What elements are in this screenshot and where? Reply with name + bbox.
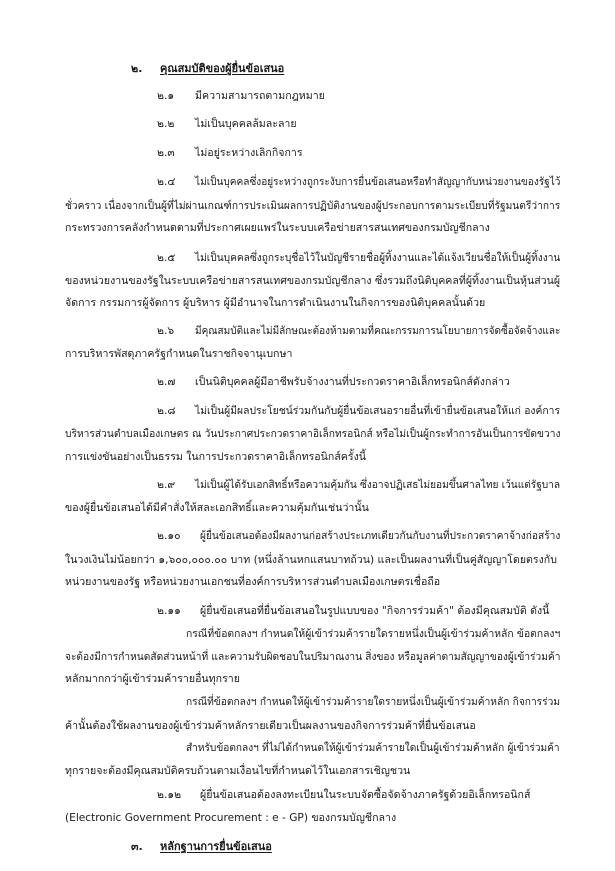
item-text: ของหน่วยงานของรัฐในระบบเครือข่ายสารสนเทศของกรมบัญชีกลาง ซึ่งรวมถึงนิติบุคคลที่ผู้ทิ้งงานเป็นหุ้นส่วนผู้ — [65, 275, 561, 288]
item-text: บริหารส่วนตำบลเมืองเกษตร ณ วันประกาศประกวดราคาอิเล็กทรอนิกส์ หรือไม่เป็นผู้กระทำการอันเป็นการขัดขวาง — [65, 428, 561, 441]
item-text: (Electronic Government Procurement : e - GP) ของกรมบัญชีกลาง — [65, 811, 397, 824]
item-text: ไม่เป็นบุคคลซึ่งอยู่ระหว่างถูกระงับการยื่นข้อเสนอหรือทำสัญญากับหน่วยงานของรัฐไว้ — [195, 175, 561, 188]
item-text: กระทรวงการคลังกำหนดตามที่ประกาศเผยแพร่ในระบบเครือข่ายสารสนเทศของกรมบัญชีกลาง — [65, 222, 490, 235]
item-text: หน่วยงานของรัฐ หรือหน่วยงานเอกชนที่องค์การบริหารส่วนตำบลเมืองเกษตรเชื่อถือ — [65, 575, 441, 588]
item-number: ๒.๕ — [157, 251, 176, 264]
item-text: การแข่งขันอย่างเป็นธรรม ในการประกวดราคาอิเล็กทรอนิกส์ครั้งนี้ — [65, 451, 366, 464]
item-number: ๒.๑๑ — [157, 605, 181, 618]
item-text: มีความสามารถตามกฎหมาย — [195, 90, 325, 103]
item-text: ในวงเงินไม่น้อยกว่า ๑,๖๐๐,๐๐๐.๐๐ บาท (หนึ่งล้านหกแสนบาทถ้วน) และเป็นผลงานที่เป็นคู่สัญญาโดยตรงกับ — [65, 554, 557, 567]
item-text: ไม่เป็นบุคคลซึ่งถูกระบุชื่อไว้ในบัญชีรายชื่อผู้ทิ้งงานและได้แจ้งเวียนชื่อให้เป็นผู้ทิ้งงาน — [195, 251, 561, 264]
item-text: การบริหารพัสดุภาครัฐกำหนดในราชกิจจานุเบกษา — [65, 348, 293, 361]
item-number: ๒.๙ — [157, 479, 176, 492]
item-text: ทุกรายจะต้องมีคุณสมบัติครบถ้วนตามเงื่อนไขที่กำหนดไว้ในเอกสารเชิญชวน — [65, 764, 411, 777]
section-3-number: ๓. — [131, 840, 143, 854]
item-number: ๒.๘ — [157, 404, 176, 417]
item-number: ๒.๖ — [157, 325, 175, 338]
item-text: มีคุณสมบัติและไม่มีลักษณะต้องห้ามตามที่คณะกรรมการนโยบายการจัดซื้อจัดจ้างและ — [195, 325, 561, 338]
item-number: ๒.๓ — [157, 146, 175, 159]
item-text: ไม่เป็นผู้มีผลประโยชน์ร่วมกันกับผู้ยื่นข้อเสนอรายอื่นที่เข้ายื่นข้อเสนอให้แก่ องค์การ — [195, 404, 561, 417]
item-text: ผู้ยื่นข้อเสนอต้องมีผลงานก่อสร้างประเภทเดียวกันกับงานที่ประกวดราคาจ้างก่อสร้าง — [200, 530, 561, 543]
section-2-number: ๒. — [131, 62, 143, 75]
item-number: ๒.๑๐ — [157, 530, 181, 543]
item-text: สำหรับข้อตกลงฯ ที่ไม่ได้กำหนดให้ผู้เข้าร่วมค้ารายใดเป็นผู้เข้าร่วมค้าหลัก ผู้เข้าร่วมค้า — [186, 741, 560, 754]
item-text: หลักมากกว่าผู้เข้าร่วมค้ารายอื่นทุกราย — [65, 673, 240, 686]
item-text: ของผู้ยื่นข้อเสนอได้มีคำสั่งให้สละเอกสิทธิ์และความคุ้มกันเช่นว่านั้น — [65, 502, 369, 515]
item-text: จะต้องมีการกำหนดสัดส่วนหน้าที่ และความรับผิดชอบในปริมาณงาน สิ่งของ หรือมูลค่าตามสัญญาของผู้เข้าร่วมค้า — [65, 650, 561, 663]
item-number: ๒.๑ — [157, 90, 175, 103]
item-text: เป็นนิติบุคคลผู้มีอาชีพรับจ้างงานที่ประกวดราคาอิเล็กทรอนิกส์ดังกล่าว — [195, 376, 510, 389]
section-3-title: หลักฐานการยื่นข้อเสนอ — [160, 840, 272, 854]
item-number: ๒.๒ — [157, 118, 175, 131]
item-text: กรณีที่ข้อตกลงฯ กำหนดให้ผู้เข้าร่วมค้ารายใดรายหนึ่งเป็นผู้เข้าร่วมค้าหลัก กิจการร่วม — [186, 696, 561, 709]
item-text: ไม่อยู่ระหว่างเลิกกิจการ — [195, 146, 303, 159]
item-text: ไม่เป็นบุคคลล้มละลาย — [195, 118, 297, 131]
item-text: ชั่วคราว เนื่องจากเป็นผู้ที่ไม่ผ่านเกณฑ์การประเมินผลการปฏิบัติงานของผู้ประกอบการตามระเบียบที่รัฐมนตรีว่าการ — [65, 199, 561, 212]
item-number: ๒.๔ — [157, 175, 176, 188]
item-text: กรณีที่ข้อตกลงฯ กำหนดให้ผู้เข้าร่วมค้ารายใดรายหนึ่งเป็นผู้เข้าร่วมค้าหลัก ข้อตกลงฯ — [186, 627, 561, 640]
item-text: ผู้ยื่นข้อเสนอต้องลงทะเบียนในระบบจัดซื้อจัดจ้างภาครัฐด้วยอิเล็กทรอนิกส์ — [200, 789, 531, 802]
item-number: ๒.๗ — [157, 376, 176, 389]
item-text: จัดการ กรรมการผู้จัดการ ผู้บริหาร ผู้มีอำนาจในการดำเนินงานในกิจการของนิติบุคคลนั้นด้วย — [65, 297, 486, 310]
item-text: ผู้ยื่นข้อเสนอที่ยื่นข้อเสนอในรูปแบบของ "กิจการร่วมค้า" ต้องมีคุณสมบัติ ดังนี้ — [200, 605, 550, 618]
item-text: ค้านั้นต้องใช้ผลงานของผู้เข้าร่วมค้าหลักรายเดียวเป็นผลงานของกิจการร่วมค้าที่ยื่นข้อเสนอ — [65, 719, 476, 732]
item-text: ไม่เป็นผู้ได้รับเอกสิทธิ์หรือความคุ้มกัน ซึ่งอาจปฏิเสธไม่ยอมขึ้นศาลไทย เว้นแต่รัฐบาล — [195, 479, 561, 492]
section-2-title: คุณสมบัติของผู้ยื่นข้อเสนอ — [160, 62, 285, 75]
item-number: ๒.๑๒ — [157, 789, 182, 802]
